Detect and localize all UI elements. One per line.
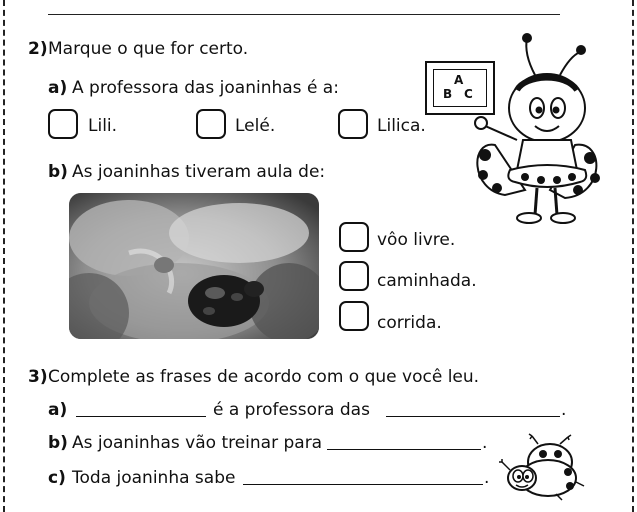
option-voo-livre: vôo livre. xyxy=(377,230,456,250)
q2a-text: A professora das joaninhas é a: xyxy=(72,78,339,98)
q3b-blank[interactable] xyxy=(327,449,481,450)
q3c-text: Toda joaninha sabe xyxy=(72,468,236,488)
q3-number: 3) xyxy=(28,367,48,387)
checkbox-lilica[interactable] xyxy=(338,109,368,139)
q3b-text: As joaninhas vão treinar para xyxy=(72,433,323,453)
page-border-left xyxy=(3,0,5,512)
option-corrida: corrida. xyxy=(377,313,442,333)
q3a-blank-1[interactable] xyxy=(76,416,206,417)
q3a-mid: é a professora das xyxy=(213,400,370,420)
q3b-end: . xyxy=(482,433,488,453)
q3-prompt: Complete as frases de acordo com o que você leu. xyxy=(48,367,480,387)
q2a-letter: a) xyxy=(48,78,68,98)
q2-prompt: Marque o que for certo. xyxy=(48,39,249,59)
checkbox-voo-livre[interactable] xyxy=(339,222,369,252)
q2-number: 2) xyxy=(28,39,48,59)
q3c-letter: c) xyxy=(48,468,66,488)
sign-letter-a: A xyxy=(454,73,464,87)
option-lele: Lelé. xyxy=(235,116,276,136)
top-rule xyxy=(48,14,560,15)
q3a-blank-2[interactable] xyxy=(386,416,560,417)
q3b-letter: b) xyxy=(48,433,68,453)
q3c-end: . xyxy=(484,468,490,488)
ladybug-pair-icon xyxy=(498,432,590,502)
q3a-letter: a) xyxy=(48,400,68,420)
sign-letter-b: B xyxy=(443,87,453,101)
q2b-letter: b) xyxy=(48,162,68,182)
q3a-end: . xyxy=(561,400,567,420)
checkbox-lele[interactable] xyxy=(196,109,226,139)
option-lilica: Lilica. xyxy=(377,116,426,136)
ladybug-teacher-icon xyxy=(455,30,615,230)
sign-letter-c: C xyxy=(464,87,473,101)
checkbox-caminhada[interactable] xyxy=(339,261,369,291)
q2b-text: As joaninhas tiveram aula de: xyxy=(72,162,326,182)
checkbox-lili[interactable] xyxy=(48,109,78,139)
ladybug-photo xyxy=(69,193,319,339)
page-border-right xyxy=(632,0,634,512)
checkbox-corrida[interactable] xyxy=(339,301,369,331)
option-caminhada: caminhada. xyxy=(377,271,477,291)
q3c-blank[interactable] xyxy=(243,484,483,485)
option-lili: Lili. xyxy=(88,116,118,136)
